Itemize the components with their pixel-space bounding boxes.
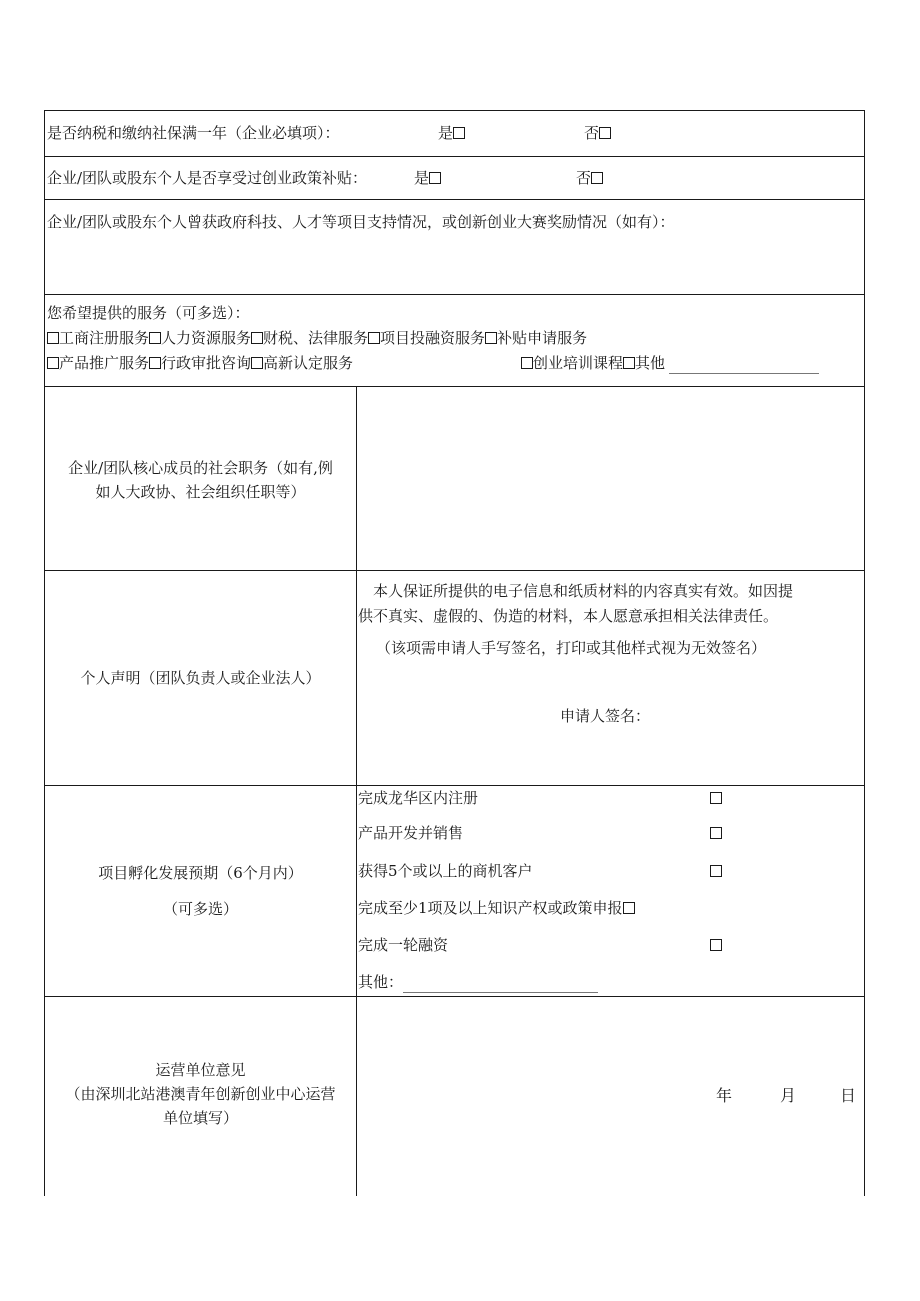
expectation-checkbox[interactable] bbox=[623, 902, 635, 914]
services-line-1 bbox=[47, 327, 587, 349]
border-top bbox=[44, 110, 865, 111]
date-year-label: 年 bbox=[716, 1086, 733, 1105]
social-positions-label bbox=[45, 456, 356, 504]
service-option-label: 工商注册服务 bbox=[59, 329, 150, 347]
service-option-label: 行政审批咨询 bbox=[161, 354, 252, 372]
expectation-other-blank[interactable] bbox=[403, 974, 598, 993]
declaration-note: （该项需申请人手写签名，打印或其他样式视为无效签名） bbox=[376, 639, 767, 657]
signature-area[interactable] bbox=[660, 700, 850, 730]
incubation-expectation-label bbox=[45, 862, 356, 920]
service-option-label: 补贴申请服务 bbox=[497, 329, 588, 347]
date-day-label: 日 bbox=[840, 1086, 857, 1105]
expectation-option: 产品开发并销售 bbox=[358, 824, 464, 842]
service-checkbox[interactable] bbox=[47, 332, 59, 344]
service-checkbox[interactable] bbox=[149, 332, 161, 344]
tax-yes-label: 是 bbox=[438, 124, 454, 142]
service-checkbox[interactable] bbox=[47, 357, 59, 369]
tax-yes-checkbox[interactable] bbox=[453, 127, 465, 139]
expectation-other bbox=[358, 971, 598, 993]
personal-declaration-label: 个人声明（团队负责人或企业法人） bbox=[80, 669, 321, 687]
service-option-label: 财税、法律服务 bbox=[263, 329, 369, 347]
service-checkbox[interactable] bbox=[521, 357, 533, 369]
service-option-label: 高新认定服务 bbox=[263, 354, 354, 372]
tax-social-security-question: 是否纳税和缴纳社保满一年（企业必填项）： bbox=[47, 124, 340, 142]
tax-no-option bbox=[584, 122, 611, 144]
service-checkbox[interactable] bbox=[623, 357, 635, 369]
social-positions-label-line1: 企业/团队核心成员的社会职务（如有,例 bbox=[68, 459, 333, 477]
service-option-label: 产品推广服务 bbox=[59, 354, 150, 372]
incubation-label-line2: （可多选） bbox=[162, 900, 238, 918]
social-positions-answer-area[interactable] bbox=[357, 387, 864, 570]
expectation-option: 获得5个或以上的商机客户 bbox=[358, 862, 533, 880]
service-option-label: 人力资源服务 bbox=[161, 329, 252, 347]
service-checkbox[interactable] bbox=[251, 357, 263, 369]
tax-no-checkbox[interactable] bbox=[599, 127, 611, 139]
service-option-label: 其他 bbox=[635, 354, 666, 372]
expectation-option: 完成龙华区内注册 bbox=[358, 789, 479, 807]
subsidy-no-label: 否 bbox=[576, 169, 592, 187]
subsidy-no-option bbox=[576, 167, 603, 189]
date-month-label: 月 bbox=[780, 1086, 797, 1105]
service-other-blank[interactable] bbox=[669, 355, 819, 374]
subsidy-yes-checkbox[interactable] bbox=[429, 172, 441, 184]
subsidy-no-checkbox[interactable] bbox=[591, 172, 603, 184]
expectation-other-label: 其他： bbox=[358, 973, 404, 991]
expectation-option-ip bbox=[358, 897, 635, 919]
operator-opinion-line1: 运营单位意见 bbox=[155, 1061, 246, 1079]
service-option-label: 创业培训课程 bbox=[533, 354, 624, 372]
subsidy-question: 企业/团队或股东个人是否享受过创业政策补贴： bbox=[47, 169, 368, 187]
operator-opinion-line3: 单位填写） bbox=[162, 1109, 238, 1127]
service-checkbox[interactable] bbox=[251, 332, 263, 344]
services-line-2 bbox=[47, 352, 353, 374]
expectation-option: 完成至少1项及以上知识产权或政策申报 bbox=[358, 899, 623, 917]
support-awards-question: 企业/团队或股东个人曾获政府科技、人才等项目支持情况，或创新创业大赛奖励情况（如有）： bbox=[47, 213, 675, 231]
operator-opinion-line2: （由深圳北站港澳青年创新创业中心运营 bbox=[65, 1085, 336, 1103]
subsidy-yes-label: 是 bbox=[414, 169, 430, 187]
incubation-label-line1: 项目孵化发展预期（6个月内） bbox=[98, 864, 303, 882]
divider-row3 bbox=[44, 294, 865, 295]
service-checkbox[interactable] bbox=[485, 332, 497, 344]
operator-opinion-label bbox=[45, 1058, 356, 1130]
divider-row1 bbox=[44, 156, 865, 157]
divider-row6 bbox=[44, 785, 865, 786]
divider-row2 bbox=[44, 199, 865, 200]
expectation-option: 完成一轮融资 bbox=[358, 936, 449, 954]
tax-no-label: 否 bbox=[584, 124, 600, 142]
service-option-label: 项目投融资服务 bbox=[380, 329, 486, 347]
subsidy-yes-option bbox=[414, 167, 441, 189]
social-positions-label-line2: 如人大政协、社会组织任职等） bbox=[95, 483, 306, 501]
expectation-checkbox[interactable] bbox=[710, 827, 722, 839]
expectation-checkbox[interactable] bbox=[710, 865, 722, 877]
services-line-2b bbox=[521, 352, 819, 374]
border-right bbox=[864, 110, 865, 1196]
expectation-checkbox[interactable] bbox=[710, 939, 722, 951]
service-checkbox[interactable] bbox=[149, 357, 161, 369]
declaration-statement-line1: 本人保证所提供的电子信息和纸质材料的内容真实有效。如因提 bbox=[373, 582, 794, 600]
support-awards-answer-area[interactable] bbox=[45, 236, 864, 293]
declaration-statement-line2: 供不真实、虚假的、伪造的材料，本人愿意承担相关法律责任。 bbox=[358, 607, 779, 625]
signature-label: 申请人签名： bbox=[560, 707, 651, 725]
service-checkbox[interactable] bbox=[368, 332, 380, 344]
services-title: 您希望提供的服务（可多选）： bbox=[47, 304, 250, 322]
divider-row5 bbox=[44, 570, 865, 571]
tax-yes-option bbox=[438, 122, 465, 144]
expectation-checkbox[interactable] bbox=[710, 792, 722, 804]
